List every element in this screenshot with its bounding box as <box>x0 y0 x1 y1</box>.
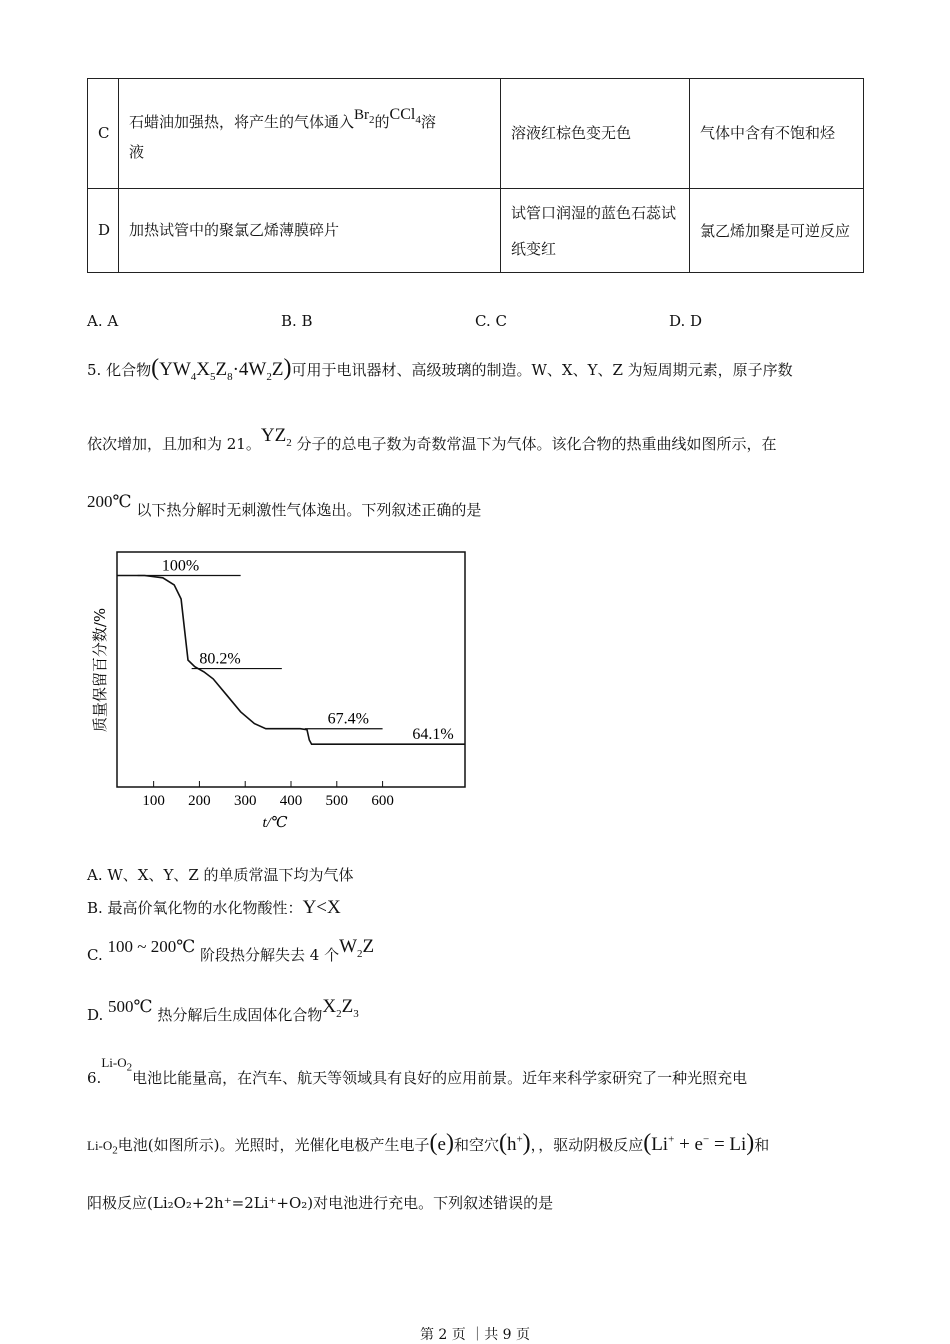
x-tick-label: 500 <box>325 793 349 809</box>
conclusion-cell: 气体中含有不饱和烃 <box>690 79 864 189</box>
x-tick-label: 100 <box>142 793 165 809</box>
q5-option-c[interactable]: C. 100 ~ 200℃ 阶段热分解失去 4 个$W_2Z$ <box>87 936 375 964</box>
tga-chart <box>85 548 475 838</box>
phenomenon-cell: 溶液红棕色变无色 <box>501 79 690 189</box>
operation-cell: 石蜡油加强热，将产生的气体通入$Br_2$的CCl$_4$溶 液 <box>119 79 501 189</box>
q5-option-a[interactable]: A. W、X、Y、Z 的单质常温下均为气体 <box>87 866 354 884</box>
annotation-label: 100% <box>161 557 200 575</box>
x-ticks <box>142 781 393 809</box>
page-footer: 第 2 页 ｜共 9 页 <box>419 1327 531 1343</box>
annotation-label: 67.4% <box>327 710 369 728</box>
annotation-label: 64.1% <box>412 726 454 744</box>
row-letter: D <box>88 189 119 273</box>
x-tick-label: 200 <box>188 793 211 809</box>
annotations <box>138 558 454 744</box>
plot-frame <box>117 552 465 787</box>
conclusion-cell: 氯乙烯加聚是可逆反应 <box>690 189 864 273</box>
choice-c[interactable]: C. C <box>475 312 507 330</box>
q5-formula: $(YW_4X_5Z_8\cdot 4W_2Z)$ <box>151 355 292 383</box>
x-tick-label: 600 <box>371 793 394 809</box>
choice-b[interactable]: B. B <box>281 312 313 330</box>
table-row <box>88 189 864 273</box>
q6-line3: 阳极反应(Li₂O₂+2h⁺=2Li⁺+O₂)对电池进行充电。下列叙述错误的是 <box>87 1194 554 1212</box>
x-axis-label: t/℃ <box>262 815 288 831</box>
tga-curve <box>117 576 465 745</box>
q6-line2: $Li-O_2$电池(如图所示)。光照时，光催化电极产生电子(e)和空穴(h+)，，驱动阴极反应(Li+ + e− = Li)和 <box>87 1130 770 1157</box>
x-tick-label: 300 <box>233 793 257 809</box>
phenomenon-cell: 试管口润湿的蓝色石蕊试纸变红 <box>501 189 690 273</box>
q5-line1: 5. 化合物$(YW_4X_5Z_8\cdot 4W_2Z)$可用于电讯器材、高级玻璃的制造。W、X、Y、Z 为短周期元素，原子序数 <box>87 355 793 383</box>
annotation-label: 80.2% <box>199 650 241 668</box>
q5-option-b[interactable]: B. 最高价氧化物的水化物酸性：Y<X <box>87 897 341 918</box>
operation-cell: 加热试管中的聚氯乙烯薄膜碎片 <box>119 189 501 273</box>
experiment-table <box>87 78 864 273</box>
x-tick-label: 400 <box>279 793 303 809</box>
q5-line3: 200℃ 以下热分解时无刺激性气体逸出。下列叙述正确的是 <box>87 492 482 519</box>
q6-line1: $6.Li-O_2$电池比能量高，在汽车、航天等领域具有良好的应用前景。近年来科学家研究了一种光照充电 <box>87 1055 748 1087</box>
choice-a[interactable]: A. A <box>87 312 119 330</box>
row-letter: C <box>88 79 119 189</box>
q5-option-d[interactable]: D. 500℃ 热分解后生成固体化合物$X_2Z_3$ <box>87 996 359 1024</box>
q5-line2: 依次增加，且加和为 21。$YZ_2$ 分子的总电子数为奇数常温下为气体。该化合物的热重曲线如图所示，在 <box>87 425 777 453</box>
y-axis-label: 质量保留百分数/% <box>91 607 109 733</box>
table-row <box>88 79 864 189</box>
choice-d[interactable]: D. D <box>669 312 703 330</box>
